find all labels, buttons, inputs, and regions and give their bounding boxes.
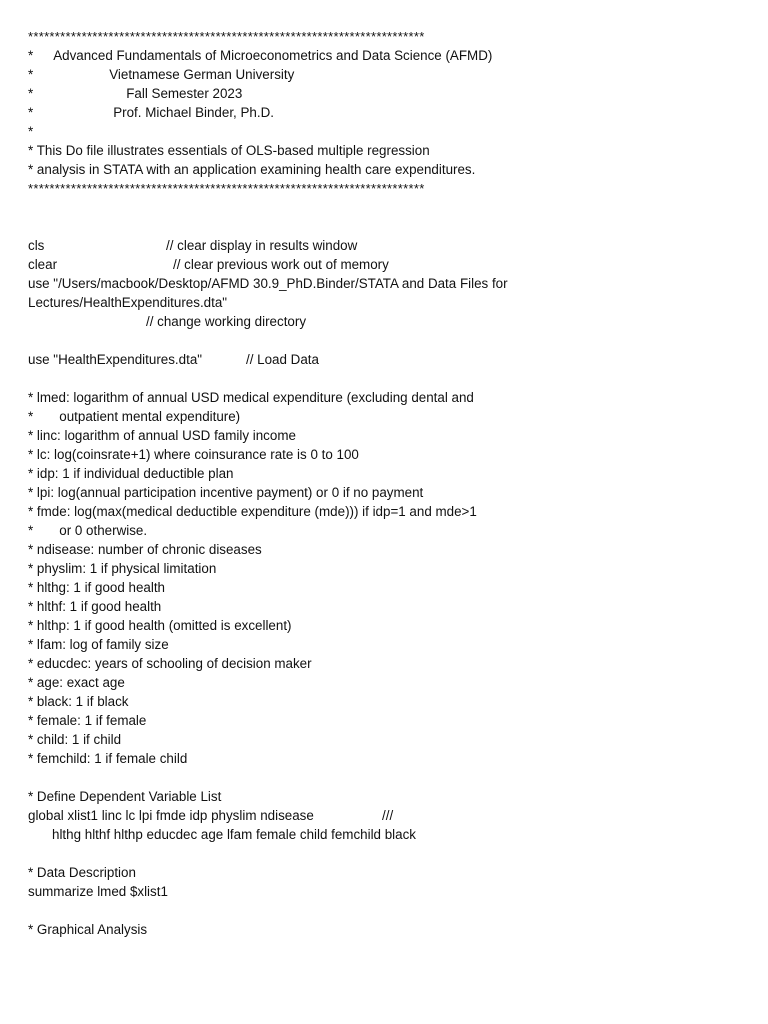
variable-comment-line: * physlim: 1 if physical limitation (28, 561, 217, 576)
blank-line (28, 768, 748, 787)
variable-comment-line: * hlthf: 1 if good health (28, 599, 162, 614)
header-empty-star-line (28, 122, 748, 141)
variable-comment-line: * fmde: log(max(medical deductible expenditure (mde))) if idp=1 and mde>1 (28, 504, 477, 519)
comment-star: * (28, 48, 34, 63)
variable-comment-line: * educdec: years of schooling of decision maker (28, 656, 312, 671)
variable-comment-line: * age: exact age (28, 675, 125, 690)
line-continuation: /// (382, 808, 394, 823)
use-data-comment: // Load Data (246, 352, 319, 367)
global-command-continued: hlthg hlthf hlthp educdec age lfam female child femchild black (52, 827, 416, 842)
variable-comment-line: * hlthp: 1 if good health (omitted is excellent) (28, 618, 292, 633)
university-name: Vietnamese German University (109, 67, 295, 82)
blank-line (28, 217, 748, 236)
variable-comment-line: * linc: logarithm of annual USD family income (28, 428, 296, 443)
semester: Fall Semester 2023 (126, 86, 243, 101)
variable-comment-line: * idp: 1 if individual deductible plan (28, 466, 234, 481)
global-command: global xlist1 linc lc lpi fmde idp physlim ndisease (28, 808, 314, 823)
professor: Prof. Michael Binder, Ph.D. (113, 105, 274, 120)
clear-line (28, 255, 748, 274)
variable-comment-line: * hlthg: 1 if good health (28, 580, 165, 595)
comment-star: * (28, 105, 34, 120)
use-path-comment-line (28, 312, 748, 331)
blank-line (28, 844, 748, 863)
header-description-1: * This Do file illustrates essentials of OLS-based multiple regression (28, 143, 430, 158)
header-title-line (28, 46, 748, 65)
use-path-line-1: use "/Users/macbook/Desktop/AFMD 30.9_PhD.Binder/STATA and Data Files for (28, 276, 508, 291)
variable-comment-line: * lfam: log of family size (28, 637, 169, 652)
global-line-2 (28, 825, 748, 844)
header-semester-line (28, 84, 748, 103)
define-comment: * Define Dependent Variable List (28, 789, 222, 804)
use-path-comment: // change working directory (146, 314, 307, 329)
cls-comment: // clear display in results window (166, 238, 358, 253)
blank-line (28, 901, 748, 920)
variable-comment-line: * outpatient mental expenditure) (28, 409, 241, 424)
variable-comment-line: * ndisease: number of chronic diseases (28, 542, 262, 557)
variable-comment-line: * or 0 otherwise. (28, 523, 148, 538)
graphical-comment: * Graphical Analysis (28, 922, 148, 937)
header-university-line (28, 65, 748, 84)
cls-command: cls (28, 238, 45, 253)
clear-command: clear (28, 257, 58, 272)
global-line (28, 806, 748, 825)
use-data-command: use "HealthExpenditures.dta" (28, 352, 203, 367)
do-file-document (28, 27, 748, 939)
variable-comment-line: * child: 1 if child (28, 732, 122, 747)
use-path-line-2: Lectures/HealthExpenditures.dta" (28, 295, 228, 310)
clear-comment: // clear previous work out of memory (173, 257, 389, 272)
variable-comment-line: * lpi: log(annual participation incentive payment) or 0 if no payment (28, 485, 424, 500)
cls-line (28, 236, 748, 255)
header-description-2: * analysis in STATA with an application examining health care expenditures. (28, 162, 476, 177)
variable-comment-line: * lmed: logarithm of annual USD medical expenditure (excluding dental and (28, 390, 474, 405)
variable-comment-line: * female: 1 if female (28, 713, 147, 728)
use-data-line (28, 350, 748, 369)
header-professor-line (28, 103, 748, 122)
course-title: Advanced Fundamentals of Microeconometrics and Data Science (AFMD) (53, 48, 493, 63)
comment-star: * (28, 67, 34, 82)
variable-comment-line: * femchild: 1 if female child (28, 751, 188, 766)
variable-comment-line: * lc: log(coinsrate+1) where coinsurance rate is 0 to 100 (28, 447, 359, 462)
variable-comment-line: * black: 1 if black (28, 694, 129, 709)
comment-star: * (28, 86, 34, 101)
blank-line (28, 331, 748, 350)
header-stars-bottom: ************************************************************************** (28, 181, 425, 196)
summarize-command: summarize lmed $xlist1 (28, 884, 168, 899)
describe-comment: * Data Description (28, 865, 136, 880)
blank-line (28, 369, 748, 388)
header-stars-top: ************************************************************************** (28, 29, 425, 44)
blank-line (28, 198, 748, 217)
comment-star: * (28, 124, 34, 139)
